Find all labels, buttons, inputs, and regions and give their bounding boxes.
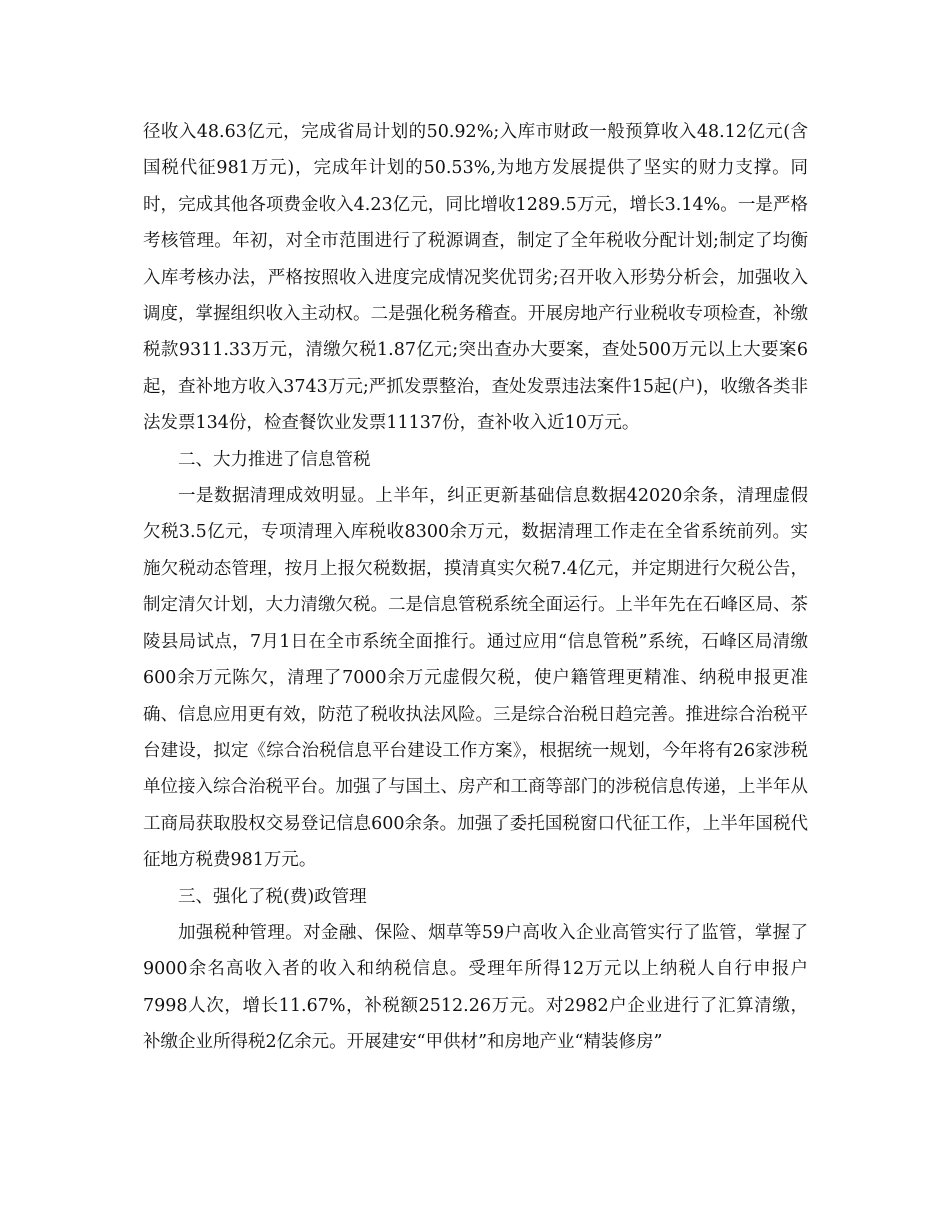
paragraph-information-tax: 一是数据清理成效明显。上半年，纠正更新基础信息数据42020余条，清理虚假欠税3.5亿元，专项清理入库税收8300余万元，数据清理工作走在全省系统前列。实施欠税动态管理，按月上报欠税数据，摸清真实欠税7.4亿元，并定期进行欠税公告，制定清欠计划，大力清缴欠税。二是信息管税系统全面运行。上半年先在石峰区局、茶陵县局试点，7月1日在全市系统全面推行。通过应用“信息管税”系统，石峰区局清缴600余万元陈欠，清理了7000余万元虚假欠税，使户籍管理更精准、纳税申报更准确、信息应用更有效，防范了税收执法风险。三是综合治税日趋完善。推进综合治税平台建设，拟定《综合治税信息平台建设工作方案》，根据统一规划，今年将有26家涉税单位接入综合治税平台。加强了与国土、房产和工商等部门的涉税信息传递，上半年从工商局获取股权交易登记信息600余条。加强了委托国税窗口代征工作，上半年国税代征地方税费981万元。: [143, 486, 808, 871]
paragraph-revenue-summary: 径收入48.63亿元，完成省局计划的50.92%;入库市财政一般预算收入48.12亿元(含国税代征981万元)，完成年计划的50.53%,为地方发展提供了坚实的财力支撑。同时，完成其他各项费金收入4.23亿元，同比增收1289.5万元，增长3.14%。一是严格考核管理。年初，对全市范围进行了税源调查，制定了全年税收分配计划;制定了均衡入库考核办法，严格按照收入进度完成情况奖优罚劣;召开收入形势分析会，加强收入调度，掌握组织收入主动权。二是强化税务稽查。开展房地产行业税收专项检查，补缴税款9311.33万元，清缴欠税1.87亿元;突出查办大要案，查处500万元以上大要案6起，查补地方收入3743万元;严抓发票整治，查处发票违法案件15起(户)，收缴各类非法发票134份，检查餐饮业发票11137份，查补收入近10万元。: [143, 122, 808, 434]
section-heading-tax-fee-policy: 三、强化了税(费)政管理: [178, 886, 367, 907]
section-heading-information-tax: 二、大力推进了信息管税: [178, 449, 371, 470]
document-body: [143, 114, 808, 1061]
paragraph-tax-type-management: 加强税种管理。对金融、保险、烟草等59户高收入企业高管实行了监管，掌握了9000余名高收入者的收入和纳税信息。受理年所得12万元以上纳税人自行申报户7998人次，增长11.67%，补税额2512.26万元。对2982户企业进行了汇算清缴，补缴企业所得税2亿余元。开展建安“甲供材”和房地产业“精装修房”: [143, 922, 808, 1053]
